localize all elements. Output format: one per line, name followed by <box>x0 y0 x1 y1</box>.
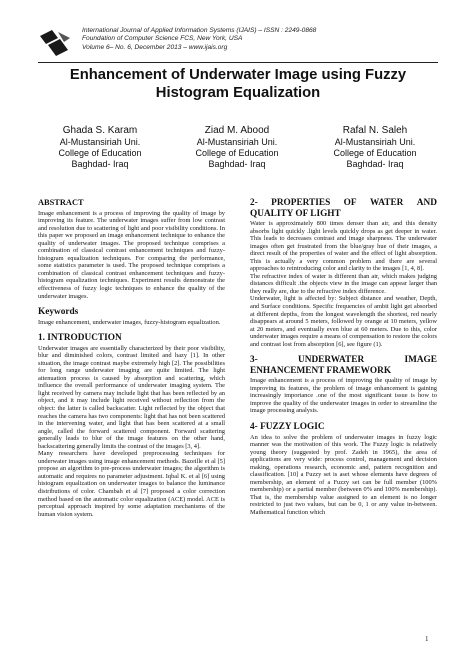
journal-line-3: Volume 6– No. 6, December 2013 – www.ijais.org <box>82 43 228 51</box>
heading-word: 2- <box>250 198 258 208</box>
left-column <box>38 198 225 518</box>
paper-title <box>40 66 436 102</box>
author-affiliation: Al-Mustansiriah Uni. <box>334 137 416 147</box>
header-divider <box>38 62 438 63</box>
author-affiliation: College of Education <box>58 148 142 158</box>
keywords-text: Image enhancement, underwater images, fuzzy-histogram equalization. <box>38 318 221 326</box>
author-block <box>167 124 307 170</box>
author-name: Ziad M. Abood <box>204 125 270 136</box>
page-number: 1 <box>425 635 429 643</box>
author-affiliation: College of Education <box>195 148 279 158</box>
author-affiliation: College of Education <box>333 148 417 158</box>
author-affiliation: Baghdad- Iraq <box>208 159 266 169</box>
abstract-heading: ABSTRACT <box>38 198 84 207</box>
heading-word: AND <box>416 198 437 208</box>
journal-logo-icon <box>38 28 72 58</box>
title-line-2: Histogram Equalization <box>155 85 321 101</box>
author-block <box>30 124 170 170</box>
section-4-heading: 4- FUZZY LOGIC <box>250 422 325 433</box>
author-affiliation: Baghdad- Iraq <box>346 159 404 169</box>
section-3-paragraph: Image enhancement is a process of improving the quality of image by improving its features, the problem of image enhancement is gaining increasingly importance .one of the most significant issue is how to improve the quality of the underwater images in order to streamline the image processing analysis. <box>250 377 437 415</box>
journal-line-1: International Journal of Applied Information Systems (IJAIS) – ISSN : 2249-0868 <box>82 27 317 34</box>
heading-line: QUALITY OF LIGHT <box>250 208 341 219</box>
section-2-heading <box>250 198 437 219</box>
heading-word: UNDERWATER <box>298 355 365 366</box>
introduction-heading: 1. INTRODUCTION <box>38 333 122 344</box>
author-affiliation: Baghdad- Iraq <box>71 159 129 169</box>
title-line-1: Enhancement of Underwater Image using Fuzzy <box>69 67 407 83</box>
author-name: Ghada S. Karam <box>62 125 138 136</box>
section-2-paragraph: Water is approximately 800 times denser than air, and this density absorbs light quickly .light levels quickly drops as get deeper in water. This leads to decreases contrast and image sharpness. The underwater images often get frustrated from the blue/gray hue of their images, a direct result of the properties of water and the effect of light absorption. This is actually a very common problem and there are several approaches to reintroducing color and clarity to the images [1, 4, 8]. <box>250 220 437 273</box>
section-2-paragraph: The refractive index of water is different than air, which makes judging distances difficult .the objects view in the image can appear larger than they really are, due to the refractive index difference. <box>250 272 437 295</box>
author-affiliation: Al-Mustansiriah Uni. <box>59 137 141 147</box>
heading-word: 3- <box>250 355 258 366</box>
author-block <box>305 124 445 170</box>
heading-word: OF <box>343 198 357 208</box>
section-2-paragraph: Underwater, light is affected by: Subject distance and weather, Depth, and Surface conditions. Specific frequencies of ambit light get absorbed at different depths, from the longest wavelength the shortest, red nearly disappears at around 5 meters, followed by orange at 10 meters, yellow at 20 meters, and eventually even blue at 60 meters. Due to this, color underwater images require a means of compensation to restore the colors and contrast lost from absorption [6], see figure (1). <box>250 295 437 348</box>
author-affiliation: Al-Mustansiriah Uni. <box>196 137 278 147</box>
author-name: Rafal N. Saleh <box>342 125 408 136</box>
heading-line: ENHANCEMENT FRAMEWORK <box>250 365 392 376</box>
heading-word: IMAGE <box>404 355 437 366</box>
section-4-paragraph: An idea to solve the problem of underwater images in fuzzy logic manner was the motivation of this work. The Fuzzy logic is relatively young theory (suggested by prof. Zadeh in 1965), the area of applications are very wide: process control, management and decision making, operations research, economic and, pattern recognition and classification. [10] a Fuzzy set is aset whose elements have degrees of membership, an element of a Fuzzy set can be full member (100% membership) or a partial member (between 0% and 100% membership). That is, the membership value assigned to an element is no longer restricted to just two values, but can be 0, 1 or any value in-between. Mathematical function which <box>250 433 437 516</box>
right-column <box>250 198 437 517</box>
introduction-paragraph: Many researchers have developed preprocessing techniques for underwater images using image enhancement methods. Bazeille et al [5] propose an algorithm to pre-process underwater images; the algorithm is automatic and requires no parameter adjustment. Iqbal K. et al [6] using histogram equalization on underwater images to balance the luminance distributions of color. Chambah et al [7] proposed a color correction method based on the automatic color equalization (ACE) model. ACE is perceptual approach inspired by some adaptation mechanisms of the human vision system. <box>38 450 225 518</box>
abstract-text: Image enhancement is a process of improving the quality of image by improving its feature. The underwater images suffer from low contrast and resolution due to scattering of light and poor visibility conditions. In this paper we proposed an image enhancement technique to enhance the quality of underwater images. The proposed technique comprises a combination of classical contrast enhancement techniques and fuzzy-histogram equalization techniques. For comparing the performance, some statistics parameter is used. The proposed technique comprises a combination of classical contrast enhancement techniques and fuzzy-histogram equalization techniques. Experiment results demonstrate the effectiveness of fuzzy logic techniques to enhance the quality of the underwater images. <box>38 209 225 300</box>
introduction-paragraph: Underwater images are essentially characterized by their poor visibility, blur and diminished colors, contrast limited and hazy [1]. In other situation, the image contrast maybe extremely high [2]. The possibilities for long range underwater imaging are quite limited. The light attenuation process is caused by absorption and scattering, which influence the overall performance of underwater imaging system. The light received by camera may include light that has been reflected by an object, and it may include light received without reflection from the object: the latter is called backscatter. Light reflected by the object that reaches the camera has two components: light that has not been scattered in the intervening water, and light that has been scattered at a small angle, called the forward scattered component. Forward scattering generally leads to blur of the image features on the other hand, backscattering generally limits the contrast of the images [3, 4]. <box>38 344 225 450</box>
heading-word: PROPERTIES <box>271 198 331 208</box>
section-3-heading <box>250 355 437 376</box>
keywords-heading: Keywords <box>38 307 79 318</box>
journal-header <box>82 27 442 52</box>
heading-word: WATER <box>369 198 404 208</box>
journal-line-2: Foundation of Computer Science FCS, New York, USA <box>82 35 243 43</box>
